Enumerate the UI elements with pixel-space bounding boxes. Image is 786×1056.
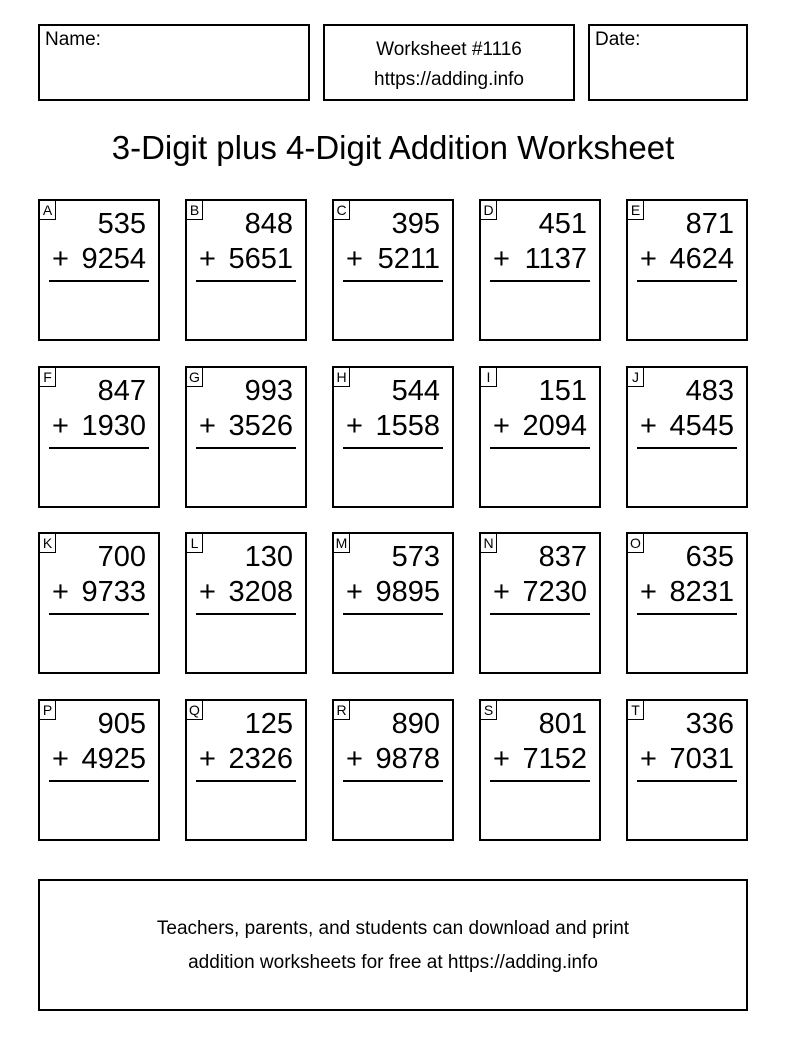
- footer-line-1: Teachers, parents, and students can download and print: [156, 918, 630, 939]
- problem-top-number: 847: [97, 375, 146, 407]
- problem-bottom-row: [52, 408, 146, 444]
- sum-line: [343, 447, 443, 449]
- sum-line: [637, 613, 737, 615]
- plus-sign: +: [346, 576, 363, 608]
- problem-letter: Q: [186, 700, 203, 720]
- sum-line: [637, 780, 737, 782]
- problem-box[interactable]: [185, 532, 307, 674]
- name-label: Name:: [45, 29, 101, 50]
- problem-bottom-row: [52, 241, 146, 277]
- problem-bottom-row: [199, 741, 293, 777]
- sum-line: [196, 780, 296, 782]
- problem-box[interactable]: [332, 699, 454, 841]
- problem-bottom-row: [640, 741, 734, 777]
- problem-box[interactable]: [332, 199, 454, 341]
- problem-box[interactable]: [479, 699, 601, 841]
- sum-line: [490, 280, 590, 282]
- problem-bottom-number: 2094: [522, 410, 587, 442]
- problem-bottom-number: 9878: [375, 743, 440, 775]
- problem-top-number: 837: [538, 541, 587, 573]
- plus-sign: +: [199, 576, 216, 608]
- plus-sign: +: [493, 410, 510, 442]
- problem-letter: M: [333, 533, 350, 553]
- sum-line: [637, 280, 737, 282]
- plus-sign: +: [199, 743, 216, 775]
- problem-top-number: 848: [244, 208, 293, 240]
- problem-top-number: 336: [685, 708, 734, 740]
- problem-bottom-row: [493, 574, 587, 610]
- problem-top-number: 890: [391, 708, 440, 740]
- problem-top-number: 993: [244, 375, 293, 407]
- problem-top-number: 451: [538, 208, 587, 240]
- sum-line: [49, 613, 149, 615]
- problem-bottom-number: 9733: [81, 576, 146, 608]
- problem-letter: A: [39, 200, 56, 220]
- name-field[interactable]: [38, 24, 310, 101]
- plus-sign: +: [52, 743, 69, 775]
- plus-sign: +: [52, 243, 69, 275]
- problem-top-number: 483: [685, 375, 734, 407]
- problem-top-number: 125: [244, 708, 293, 740]
- footer-box: [38, 879, 748, 1011]
- problem-box[interactable]: [332, 532, 454, 674]
- sum-line: [637, 447, 737, 449]
- worksheet-number: Worksheet #1116: [376, 39, 522, 60]
- plus-sign: +: [199, 243, 216, 275]
- problem-bottom-number: 3208: [228, 576, 293, 608]
- sum-line: [49, 280, 149, 282]
- problem-box[interactable]: [626, 366, 748, 508]
- plus-sign: +: [346, 410, 363, 442]
- problem-box[interactable]: [38, 366, 160, 508]
- problem-letter: O: [627, 533, 644, 553]
- plus-sign: +: [199, 410, 216, 442]
- date-label: Date:: [595, 29, 641, 50]
- problem-top-number: 535: [97, 208, 146, 240]
- sum-line: [196, 613, 296, 615]
- problem-letter: F: [39, 367, 56, 387]
- problem-letter: K: [39, 533, 56, 553]
- problem-box[interactable]: [626, 532, 748, 674]
- problem-box[interactable]: [38, 199, 160, 341]
- problem-box[interactable]: [38, 699, 160, 841]
- problem-letter: S: [480, 700, 497, 720]
- problem-bottom-number: 4925: [81, 743, 146, 775]
- problem-top-number: 544: [391, 375, 440, 407]
- problem-bottom-row: [52, 741, 146, 777]
- problem-top-number: 573: [391, 541, 440, 573]
- sum-line: [490, 613, 590, 615]
- problem-bottom-row: [640, 574, 734, 610]
- problem-bottom-row: [199, 408, 293, 444]
- problem-bottom-number: 2326: [228, 743, 293, 775]
- problem-letter: G: [186, 367, 203, 387]
- problem-bottom-row: [493, 408, 587, 444]
- problem-bottom-number: 9254: [81, 243, 146, 275]
- problem-top-number: 635: [685, 541, 734, 573]
- problem-bottom-row: [346, 241, 440, 277]
- sum-line: [196, 447, 296, 449]
- problem-letter: T: [627, 700, 644, 720]
- problem-letter: I: [480, 367, 497, 387]
- plus-sign: +: [493, 576, 510, 608]
- sum-line: [343, 780, 443, 782]
- plus-sign: +: [346, 243, 363, 275]
- worksheet-info-box: [323, 24, 575, 101]
- problem-box[interactable]: [479, 199, 601, 341]
- problem-box[interactable]: [332, 366, 454, 508]
- problem-box[interactable]: [479, 366, 601, 508]
- problem-bottom-row: [640, 408, 734, 444]
- problem-letter: J: [627, 367, 644, 387]
- problem-top-number: 130: [244, 541, 293, 573]
- problem-top-number: 700: [97, 541, 146, 573]
- plus-sign: +: [493, 243, 510, 275]
- plus-sign: +: [52, 576, 69, 608]
- sum-line: [49, 780, 149, 782]
- worksheet-url: https://adding.info: [374, 69, 524, 90]
- problem-box[interactable]: [479, 532, 601, 674]
- problem-bottom-number: 8231: [669, 576, 734, 608]
- sum-line: [343, 280, 443, 282]
- date-field[interactable]: [588, 24, 748, 101]
- problem-top-number: 151: [538, 375, 587, 407]
- plus-sign: +: [493, 743, 510, 775]
- problem-bottom-number: 9895: [375, 576, 440, 608]
- sum-line: [343, 613, 443, 615]
- problem-bottom-number: 3526: [228, 410, 293, 442]
- problem-bottom-row: [640, 241, 734, 277]
- problem-bottom-row: [493, 241, 587, 277]
- problem-letter: C: [333, 200, 350, 220]
- problem-box[interactable]: [185, 199, 307, 341]
- plus-sign: +: [640, 243, 657, 275]
- problem-letter: R: [333, 700, 350, 720]
- problem-bottom-row: [199, 574, 293, 610]
- problem-top-number: 905: [97, 708, 146, 740]
- problem-bottom-row: [346, 408, 440, 444]
- problem-bottom-number: 7230: [522, 576, 587, 608]
- plus-sign: +: [346, 743, 363, 775]
- problem-letter: L: [186, 533, 203, 553]
- problem-bottom-row: [52, 574, 146, 610]
- problem-letter: H: [333, 367, 350, 387]
- problem-bottom-row: [346, 741, 440, 777]
- problem-bottom-number: 1137: [524, 243, 587, 275]
- problem-bottom-number: 4545: [669, 410, 734, 442]
- problem-box[interactable]: [185, 366, 307, 508]
- plus-sign: +: [640, 743, 657, 775]
- problem-bottom-row: [493, 741, 587, 777]
- footer-line-2: addition worksheets for free at https://adding.info: [188, 952, 598, 973]
- problem-box[interactable]: [626, 199, 748, 341]
- problem-letter: N: [480, 533, 497, 553]
- problem-bottom-number: 5651: [228, 243, 293, 275]
- problem-bottom-number: 1930: [81, 410, 146, 442]
- worksheet-title: 3-Digit plus 4-Digit Addition Worksheet: [111, 129, 675, 166]
- problem-bottom-row: [199, 241, 293, 277]
- problem-box[interactable]: [185, 699, 307, 841]
- sum-line: [490, 780, 590, 782]
- problem-bottom-number: 5211: [377, 243, 440, 275]
- sum-line: [49, 447, 149, 449]
- problem-letter: D: [480, 200, 497, 220]
- plus-sign: +: [640, 410, 657, 442]
- sum-line: [490, 447, 590, 449]
- problem-letter: B: [186, 200, 203, 220]
- problem-bottom-number: 7152: [522, 743, 587, 775]
- problem-top-number: 871: [685, 208, 734, 240]
- problem-box[interactable]: [38, 532, 160, 674]
- problem-bottom-number: 1558: [375, 410, 440, 442]
- problem-letter: E: [627, 200, 644, 220]
- problem-top-number: 395: [391, 208, 440, 240]
- plus-sign: +: [640, 576, 657, 608]
- sum-line: [196, 280, 296, 282]
- problem-box[interactable]: [626, 699, 748, 841]
- problem-letter: P: [39, 700, 56, 720]
- problem-bottom-number: 7031: [669, 743, 734, 775]
- problem-bottom-row: [346, 574, 440, 610]
- problem-bottom-number: 4624: [669, 243, 734, 275]
- plus-sign: +: [52, 410, 69, 442]
- problem-top-number: 801: [538, 708, 587, 740]
